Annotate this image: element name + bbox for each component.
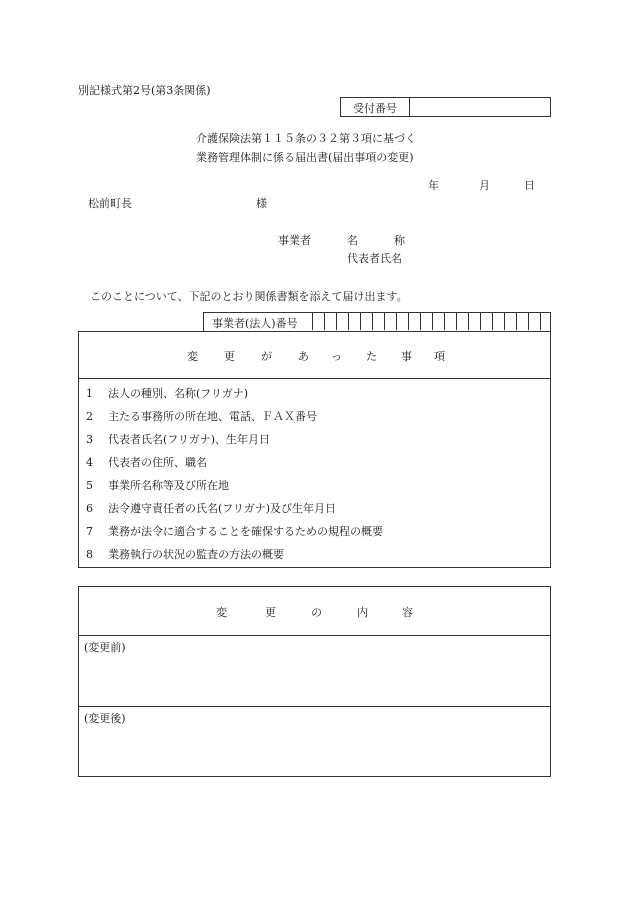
change-item-number: 1 (86, 387, 93, 400)
changes-header-char: あ (298, 350, 309, 363)
number-cell[interactable] (456, 313, 468, 330)
date-year: 年 (428, 179, 439, 192)
number-cell[interactable] (480, 313, 492, 330)
content-header-char: 容 (402, 606, 413, 619)
change-item-number: 4 (86, 456, 93, 469)
number-cell[interactable] (384, 313, 396, 330)
content-header-char: の (311, 606, 322, 619)
receipt-label: 受付番号 (353, 102, 397, 115)
change-item-text: 主たる事務所の所在地、電話、ＦＡＸ番号 (108, 410, 317, 423)
receipt-label-cell (341, 98, 410, 116)
content-header-char: 変 (216, 606, 227, 619)
number-cell[interactable] (408, 313, 420, 330)
change-item-text: 代表者氏名(フリガナ)、生年月日 (108, 433, 271, 446)
content-header-char: 内 (357, 606, 368, 619)
change-item-5[interactable] (86, 477, 229, 493)
operator-number-label: 事業者(法人)番号 (212, 317, 298, 330)
number-cell[interactable] (396, 313, 408, 330)
number-cell[interactable] (444, 313, 456, 330)
operator-number-cells[interactable] (312, 313, 552, 330)
number-cell[interactable] (312, 313, 324, 330)
change-item-number: 8 (86, 548, 93, 561)
number-cell[interactable] (372, 313, 384, 330)
number-cell[interactable] (492, 313, 504, 330)
change-item-number: 7 (86, 525, 93, 538)
change-item-text: 法人の種別、名称(フリガナ) (108, 387, 249, 400)
change-item-text: 代表者の住所、職名 (108, 456, 207, 469)
form-code: 別記様式第2号(第3条関係) (78, 84, 211, 97)
operator-name-label-2: 称 (394, 234, 405, 247)
change-item-number: 6 (86, 502, 93, 515)
change-item-7[interactable] (86, 523, 383, 539)
operator-label: 事業者 (278, 234, 311, 247)
changes-header-char: 変 (187, 350, 198, 363)
changes-header-char: 項 (434, 350, 445, 363)
number-cell[interactable] (516, 313, 528, 330)
content-header-row (79, 587, 550, 636)
operator-rep-label: 代表者氏名 (347, 252, 402, 265)
change-item-8[interactable] (86, 546, 284, 562)
content-table (78, 586, 551, 777)
number-cell[interactable] (420, 313, 432, 330)
before-section (79, 636, 550, 707)
operator-name-label-1: 名 (347, 234, 358, 247)
changes-header-char: 事 (401, 350, 412, 363)
change-item-text: 業務執行の状況の監査の方法の概要 (108, 548, 284, 561)
content-header-char: 更 (265, 606, 276, 619)
number-cell[interactable] (324, 313, 336, 330)
number-cell[interactable] (528, 313, 540, 330)
title-line-1: 介護保険法第１１５条の３２第３項に基づく (196, 132, 416, 145)
number-cell[interactable] (468, 313, 480, 330)
change-item-1[interactable] (86, 385, 248, 401)
number-cell[interactable] (504, 313, 516, 330)
number-cell[interactable] (540, 313, 552, 330)
before-field[interactable] (84, 656, 544, 702)
number-cell[interactable] (348, 313, 360, 330)
addressee-name: 松前町長 (88, 197, 132, 210)
statement: このことについて、下記のとおり関係書類を添えて届け出ます。 (90, 290, 408, 303)
date-day: 日 (524, 179, 535, 192)
changes-header-row (79, 332, 550, 379)
change-item-number: 5 (86, 479, 93, 492)
changes-header-char: っ (331, 350, 342, 363)
change-item-text: 業務が法令に適合することを確保するための規程の概要 (108, 525, 383, 538)
title-line-2: 業務管理体制に係る届出書(届出事項の変更) (196, 151, 414, 164)
operator-number-box (203, 312, 551, 331)
change-item-text: 事業所名称等及び所在地 (108, 479, 229, 492)
change-item-text: 法令遵守責任者の氏名(フリガナ)及び生年月日 (108, 502, 337, 515)
number-cell[interactable] (360, 313, 372, 330)
change-item-4[interactable] (86, 454, 207, 470)
change-item-number: 3 (86, 433, 93, 446)
change-item-3[interactable] (86, 431, 270, 447)
after-label: (変更後) (84, 712, 126, 725)
change-item-2[interactable] (86, 408, 317, 424)
number-cell[interactable] (432, 313, 444, 330)
receipt-box (340, 97, 551, 117)
after-section (79, 707, 550, 776)
number-cell[interactable] (336, 313, 348, 330)
changes-header-char: が (261, 350, 272, 363)
change-item-6[interactable] (86, 500, 336, 516)
changes-header-char: た (366, 350, 377, 363)
receipt-number-field[interactable] (411, 100, 549, 116)
change-item-number: 2 (86, 410, 93, 423)
changes-header-char: 更 (224, 350, 235, 363)
before-label: (変更前) (84, 641, 126, 654)
after-field[interactable] (84, 727, 544, 773)
date-month: 月 (479, 179, 490, 192)
addressee-honorific: 様 (256, 197, 267, 210)
